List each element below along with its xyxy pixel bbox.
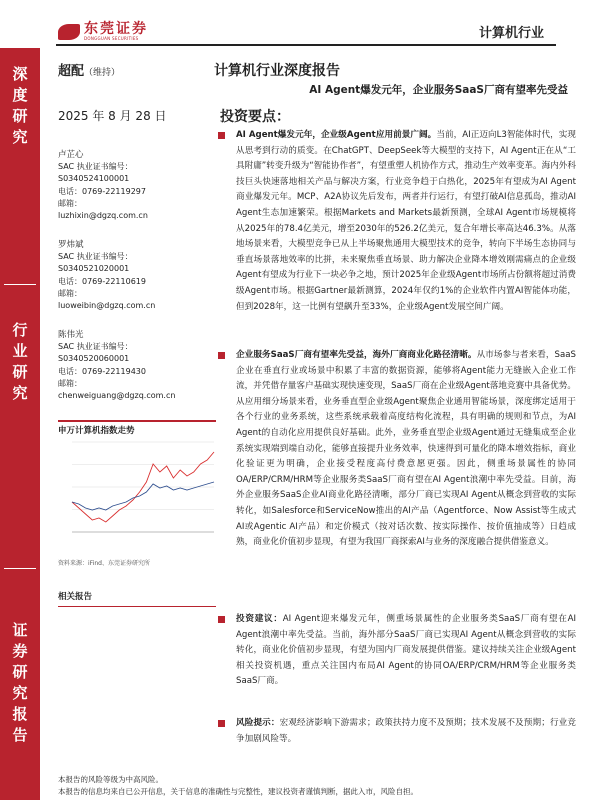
key-points-heading: 投资要点： bbox=[220, 109, 290, 125]
key-point bbox=[218, 612, 576, 690]
bar-char: 业 bbox=[12, 342, 28, 360]
report-subtitle: AI Agent爆发元年，企业服务SaaS厂商有望率先受益 bbox=[309, 84, 568, 96]
analyst-phone: 电话：0769-22119297 bbox=[58, 186, 146, 196]
bar-char: 研 bbox=[12, 107, 28, 125]
analyst-cert: S0340521020001 bbox=[58, 264, 130, 274]
company-logo bbox=[58, 22, 148, 41]
report-title: 计算机行业深度报告 bbox=[214, 63, 340, 79]
bullet-square-icon bbox=[218, 132, 225, 139]
point-body: 宏观经济影响下游需求；政策扶持力度不及预期；技术发展不及预期；行业竞争加剧风险等。 bbox=[236, 718, 576, 744]
analyst-email-label: 邮箱： bbox=[58, 288, 82, 298]
analyst-name: 罗炜斌 bbox=[58, 240, 84, 250]
logo-text: 东莞证券 bbox=[84, 21, 148, 37]
rating-main: 超配 bbox=[58, 64, 85, 79]
bar-char: 深 bbox=[12, 65, 28, 83]
logo-english-text: DONGGUAN SECURITIES bbox=[84, 36, 139, 41]
bar-char: 证 bbox=[12, 621, 28, 639]
bar-char: 告 bbox=[12, 726, 28, 744]
analyst-name: 陈伟光 bbox=[58, 330, 84, 340]
logo-mark-icon bbox=[58, 24, 80, 40]
analyst-block bbox=[58, 329, 175, 402]
analyst-cert-label: SAC 执业证书编号： bbox=[58, 162, 133, 172]
point-lead: 风险提示： bbox=[236, 718, 280, 728]
key-point bbox=[218, 716, 576, 747]
bar-char: 研 bbox=[12, 663, 28, 681]
bar-char: 报 bbox=[12, 705, 28, 723]
point-body: 从市场参与者来看，SaaS企业在垂直行业或场景中积累了丰富的数据资源，能够将Agent能力无缝嵌入企业工作流，并凭借存量客户基础实现快速变现，SaaS厂商在企业级Agent落地竞赛中具备优势。从应用细分场景来看，业务垂直型企业级Agent聚焦企业通用智能场景，深度绑定适用于各个行业的业务系统，这些系统承载着高度结构化流程，具有明确的规则和节点，为AI Agent的自动化应用提供良好基础。此外，业务垂直型企业级Agent通过无缝集成至企业系统实现端到端自动化，能够直接提升业务效率，快速得到可量化的降本增效指标，商业化验证更为明确，企业接受程度高付费意愿更强。因此，侧重场景属性的协同OA/ERP/CRM/HRM等企业服务类SaaS厂商有望在AI Agent浪潮中率先受益。目前，海外企业服务SaaS企业AI商业化路径清晰，部分厂商已实现AI Agent从概念到营收的实际转化，如Salesforce和ServiceNow推出的AI产品（Agentforce、Now Assist等生成式AI或Agentic AI产品）和定价模式（按对话次数、按实际操作、按价值抽成等）日趋成熟，商业化价值初步显现，有望为我国厂商探索AI与业务的深度融合提供借鉴意义。 bbox=[236, 350, 576, 548]
bar-char: 究 bbox=[12, 684, 28, 702]
bar-char: 研 bbox=[12, 363, 28, 381]
report-date: 2025 年 8 月 28 日 bbox=[58, 109, 167, 123]
left-side-bar bbox=[0, 48, 40, 800]
analyst-email[interactable]: luzhixin@dgzq.com.cn bbox=[58, 211, 148, 221]
analyst-name: 卢芷心 bbox=[58, 150, 84, 160]
analyst-phone: 电话：0769-22110619 bbox=[58, 276, 146, 286]
bar-char: 度 bbox=[12, 86, 28, 104]
related-reports-rule bbox=[58, 606, 216, 607]
point-lead: 企业服务SaaS厂商有望率先受益，海外厂商商业化路径清晰。 bbox=[236, 350, 477, 360]
analyst-cert: S0340520060001 bbox=[58, 354, 130, 364]
bar-label-industry bbox=[0, 320, 40, 404]
point-lead: 投资建议： bbox=[236, 614, 283, 624]
point-body: AI Agent迎来爆发元年，侧重场景属性的企业服务类SaaS厂商有望在AI Agent浪潮中率先受益。当前，海外部分SaaS厂商已实现AI Agent从概念到营收的实际转化，商业化价值初步显现，有望为国内厂商发展提供借鉴。建议持续关注企业级Agent相关投资机遇，重点关注国内布局AI Agent的协同OA/ERP/CRM/HRM等企业服务类SaaS厂商。 bbox=[236, 614, 576, 687]
disclaimer bbox=[58, 774, 418, 798]
bar-divider bbox=[4, 284, 36, 285]
bar-char: 券 bbox=[12, 642, 28, 660]
bar-divider bbox=[4, 568, 36, 569]
analyst-block bbox=[58, 239, 155, 312]
bar-char: 究 bbox=[12, 128, 28, 146]
analyst-cert-label: SAC 执业证书编号： bbox=[58, 342, 133, 352]
analyst-email-label: 邮箱： bbox=[58, 378, 82, 388]
analyst-email-label: 邮箱： bbox=[58, 198, 82, 208]
analyst-cert-label: SAC 执业证书编号： bbox=[58, 252, 133, 262]
analyst-email[interactable]: chenweiguang@dgzq.com.cn bbox=[58, 391, 176, 401]
key-point bbox=[218, 348, 576, 551]
point-lead: AI Agent爆发元年，企业级Agent应用前景广阔。 bbox=[236, 130, 437, 140]
bullet-square-icon bbox=[218, 616, 225, 623]
bar-label-in-depth bbox=[0, 64, 40, 148]
bar-label-securities-report bbox=[0, 620, 40, 746]
analyst-cert: S0340524100001 bbox=[58, 174, 130, 184]
index-trend-chart bbox=[58, 436, 218, 556]
chart-title: 申万计算机指数走势 bbox=[58, 426, 135, 436]
chart-title-rule bbox=[58, 420, 216, 422]
point-body: 当前，AI正迈向L3智能体时代，实现从思考到行动的质变。在ChatGPT、DeepSeek等大模型的支持下，AI Agent正在从“工具附庸”转变升级为“智能协作者”，有望重塑人机协作方式，推动生产效率变革。海内外科技巨头快速落地相关产品与解决方案，行业竞争趋于白热化，2025年有望成为AI Agent商业爆发元年。MCP、A2A协议先后发布，两者并行运行，有望打破AI信息孤岛，推动AI Agent生态加速繁荣。根据Markets and Markets最新预测，全球AI Agent市场规模将从2025年的78.4亿美元，增至2030年的526.2亿美元，复合年增长率高达46.3%。从落地场景来看，大模型竞争已从上半场聚焦通用大模型技术的竞争，转向下半场生态协同与垂直场景落地效率的比拼，未来聚焦垂直场景、助力解决企业降本增效刚需痛点的企业级Agent有望成为行业下一块必争之地，预计2025年企业级Agent市场所占份额将超过消费级Agent市场。根据Gartner最新测算，2024年仅约1%的企业软件内置AI智能体功能，但到2028年，这一比例有望飙升至33%，企业级Agent发展空间广阔。 bbox=[236, 130, 576, 312]
chart-source: 资料来源：iFind、东莞证券研究所 bbox=[58, 560, 150, 567]
rating bbox=[58, 60, 120, 79]
disclaimer-line: 本报告的风险等级为中高风险。 bbox=[58, 775, 163, 784]
bullet-square-icon bbox=[218, 720, 225, 727]
header-divider bbox=[56, 44, 556, 46]
analyst-block bbox=[58, 149, 148, 222]
disclaimer-line: 本报告的信息均来自已公开信息，关于信息的准确性与完整性，建议投资者谨慎判断，据此入市，风险自担。 bbox=[58, 787, 418, 796]
related-reports-title: 相关报告 bbox=[58, 592, 93, 602]
bar-char: 行 bbox=[12, 321, 28, 339]
analyst-phone: 电话：0769-22119430 bbox=[58, 366, 146, 376]
rating-sub: （维持） bbox=[84, 68, 121, 78]
key-point bbox=[218, 128, 576, 315]
industry-label: 计算机行业 bbox=[478, 26, 544, 41]
analyst-email[interactable]: luoweibin@dgzq.com.cn bbox=[58, 301, 156, 311]
bar-char: 究 bbox=[12, 384, 28, 402]
bullet-square-icon bbox=[218, 352, 225, 359]
